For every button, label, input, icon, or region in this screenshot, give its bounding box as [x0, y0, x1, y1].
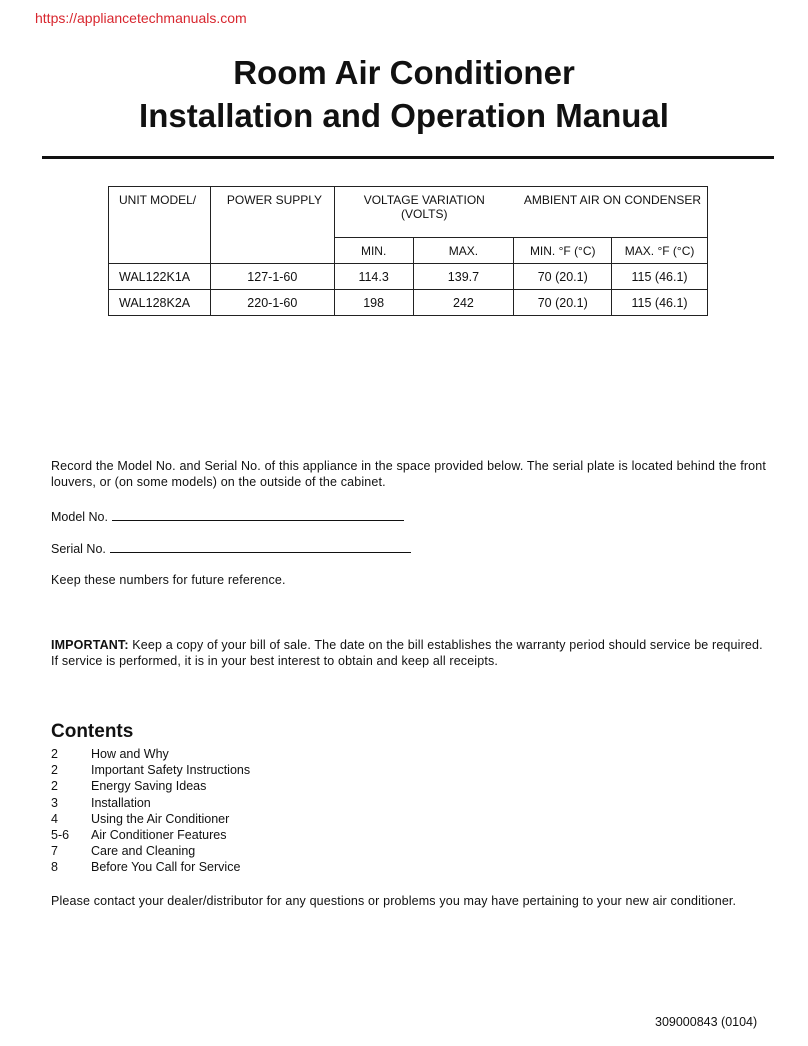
subheader-min-f: MIN. °F (°C): [514, 238, 612, 264]
toc-page: 7: [51, 844, 58, 859]
cell-amax: 115 (46.1): [612, 264, 708, 290]
toc-label: Care and Cleaning: [91, 844, 196, 859]
subheader-max-f: MAX. °F (°C): [612, 238, 708, 264]
cell-vmax: 242: [413, 290, 514, 316]
list-item[interactable]: [51, 859, 250, 875]
spec-table-header: [109, 187, 708, 238]
subheader-min: MIN.: [334, 238, 413, 264]
toc-label: Installation: [91, 795, 151, 810]
contents-heading: Contents: [51, 721, 134, 742]
cell-power: 127-1-60: [210, 264, 334, 290]
important-text: Keep a copy of your bill of sale. The date on the bill establishes the warranty period should service be required. If service is performed, it is in your best interest to obtain and keep all receipts.: [51, 638, 763, 668]
header-voltage-label: VOLTAGE VARIATION: [363, 193, 485, 207]
subheader-empty-2: [210, 238, 334, 264]
list-item[interactable]: [51, 762, 250, 778]
cell-vmax: 139.7: [413, 264, 514, 290]
toc-page: 4: [51, 811, 58, 826]
watermark-link[interactable]: https://appliancetechmanuals.com: [35, 10, 247, 26]
header-volts-label: (VOLTS): [401, 207, 448, 221]
cell-amin: 70 (20.1): [514, 290, 612, 316]
model-number-blank[interactable]: [112, 509, 404, 521]
toc-page: 2: [51, 763, 58, 778]
page-title-line-2: Installation and Operation Manual: [139, 97, 669, 134]
title-divider: [42, 156, 774, 159]
cell-model: WAL128K2A: [109, 290, 211, 316]
cell-vmin: 198: [334, 290, 413, 316]
toc-label: Air Conditioner Features: [91, 828, 227, 843]
page-title-line-1: Room Air Conditioner: [233, 54, 575, 91]
model-number-field[interactable]: [51, 509, 404, 524]
cell-power: 220-1-60: [210, 290, 334, 316]
toc-label: Important Safety Instructions: [91, 763, 251, 778]
cell-amin: 70 (20.1): [514, 264, 612, 290]
serial-number-label: Serial No.: [51, 542, 106, 556]
toc-page: 8: [51, 860, 58, 875]
list-item[interactable]: [51, 746, 250, 762]
contact-note: Please contact your dealer/distributor for any questions or problems you may have pertaining to your new air conditioner.: [51, 894, 737, 908]
record-instructions: Record the Model No. and Serial No. of this appliance in the space provided below. The serial plate is located behind the front louvers, or (on some models) on the outside of the cabinet.: [51, 459, 766, 489]
subheader-max: MAX.: [413, 238, 514, 264]
header-voltage-variation: [334, 187, 514, 238]
toc-label: How and Why: [91, 747, 169, 761]
header-power-supply: POWER SUPPLY: [210, 187, 334, 238]
important-notice: [51, 637, 771, 669]
table-row: [109, 290, 708, 316]
toc-page: 5-6: [51, 828, 70, 843]
table-row: [109, 264, 708, 290]
serial-number-blank[interactable]: [110, 541, 411, 553]
important-label: IMPORTANT:: [51, 638, 129, 652]
list-item[interactable]: [51, 827, 250, 843]
list-item[interactable]: [51, 795, 250, 811]
list-item[interactable]: [51, 778, 250, 794]
toc-page: 2: [51, 747, 58, 761]
list-item[interactable]: [51, 811, 250, 827]
header-ambient: AMBIENT AIR ON CONDENSER: [514, 187, 708, 238]
cell-vmin: 114.3: [334, 264, 413, 290]
serial-number-field[interactable]: [51, 541, 411, 556]
cell-amax: 115 (46.1): [612, 290, 708, 316]
spec-table: [108, 186, 708, 316]
keep-numbers-note: Keep these numbers for future reference.: [51, 573, 286, 587]
spec-table-subheader: [109, 238, 708, 264]
subheader-empty-1: [109, 238, 211, 264]
toc-label: Before You Call for Service: [91, 860, 241, 875]
toc-page: 3: [51, 795, 58, 810]
toc-page: 2: [51, 779, 58, 794]
model-number-label: Model No.: [51, 510, 108, 524]
cell-model: WAL122K1A: [109, 264, 211, 290]
toc-label: Energy Saving Ideas: [91, 779, 207, 794]
toc-label: Using the Air Conditioner: [91, 811, 230, 826]
document-number: 309000843 (0104): [655, 1015, 758, 1029]
header-unit-model: UNIT MODEL/: [109, 187, 211, 238]
contents-list: [51, 746, 250, 876]
list-item[interactable]: [51, 843, 250, 859]
